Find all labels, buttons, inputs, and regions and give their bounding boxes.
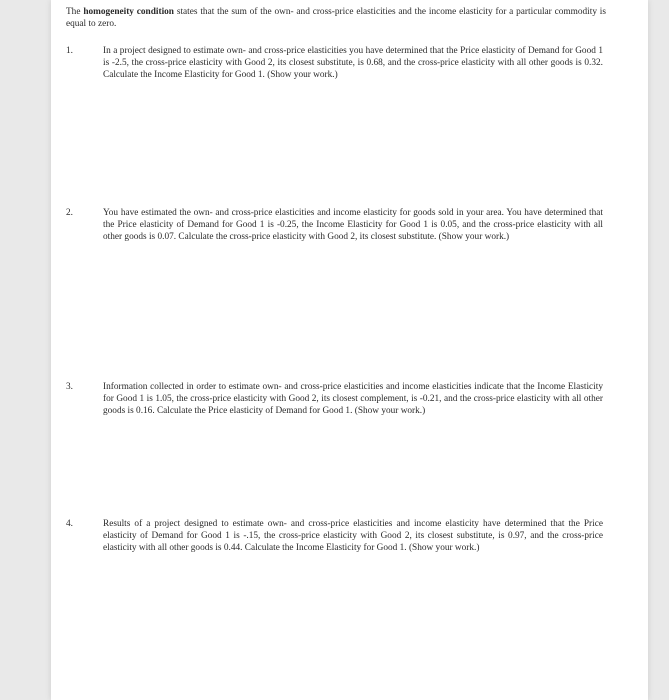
intro-lead: The (66, 7, 81, 17)
question-text: Results of a project designed to estimate own- and cross-price elasticities and income elasticity have determined that the Price elasticity of Demand for Good 1 is -.15, the cross-price elasticity with Good 2, its closest substitute, is 0.97, and the cross-price elasticity with all other goods is 0.44. Calculate the Income Elasticity for Good 1. (Show your work.) (103, 519, 603, 554)
question-text: Information collected in order to estimate own- and cross-price elasticities and income elasticities indicate that the Income Elasticity for Good 1 is 1.05, the cross-price elasticity with Good 2, its closest complement, is -0.21, and the cross-price elasticity with all other goods is 0.16. Calculate the Price elasticity of Demand for Good 1. (Show your work.) (103, 382, 603, 417)
document-page (51, 0, 648, 700)
question-text: In a project designed to estimate own- and cross-price elasticities you have determined that the Price elasticity of Demand for Good 1 is -2.5, the cross-price elasticity with Good 2, its closest substitute, is 0.68, and the cross-price elasticity with all other goods is 0.32. Calculate the Income Elasticity for Good 1. (Show your work.) (103, 46, 603, 81)
question-text: You have estimated the own- and cross-price elasticities and income elasticity for goods sold in your area. You have determined that the Price elasticity of Demand for Good 1 is -0.25, the Income Elasticity for Good 1 is 0.05, and the cross-price elasticity with all other goods is 0.07. Calculate the cross-price elasticity with Good 2, its closest substitute. (Show your work.) (103, 208, 603, 243)
question-number: 2. (66, 208, 73, 218)
intro-paragraph (66, 6, 606, 30)
question-number: 1. (66, 46, 73, 56)
intro-rest: states that the sum of the own- and cross-price elasticities and the income elasticity for a particular commodity is equal to zero. (66, 7, 607, 30)
question-number: 4. (66, 519, 73, 529)
question-number: 3. (66, 382, 73, 392)
intro-term: homogeneity condition (83, 7, 174, 17)
